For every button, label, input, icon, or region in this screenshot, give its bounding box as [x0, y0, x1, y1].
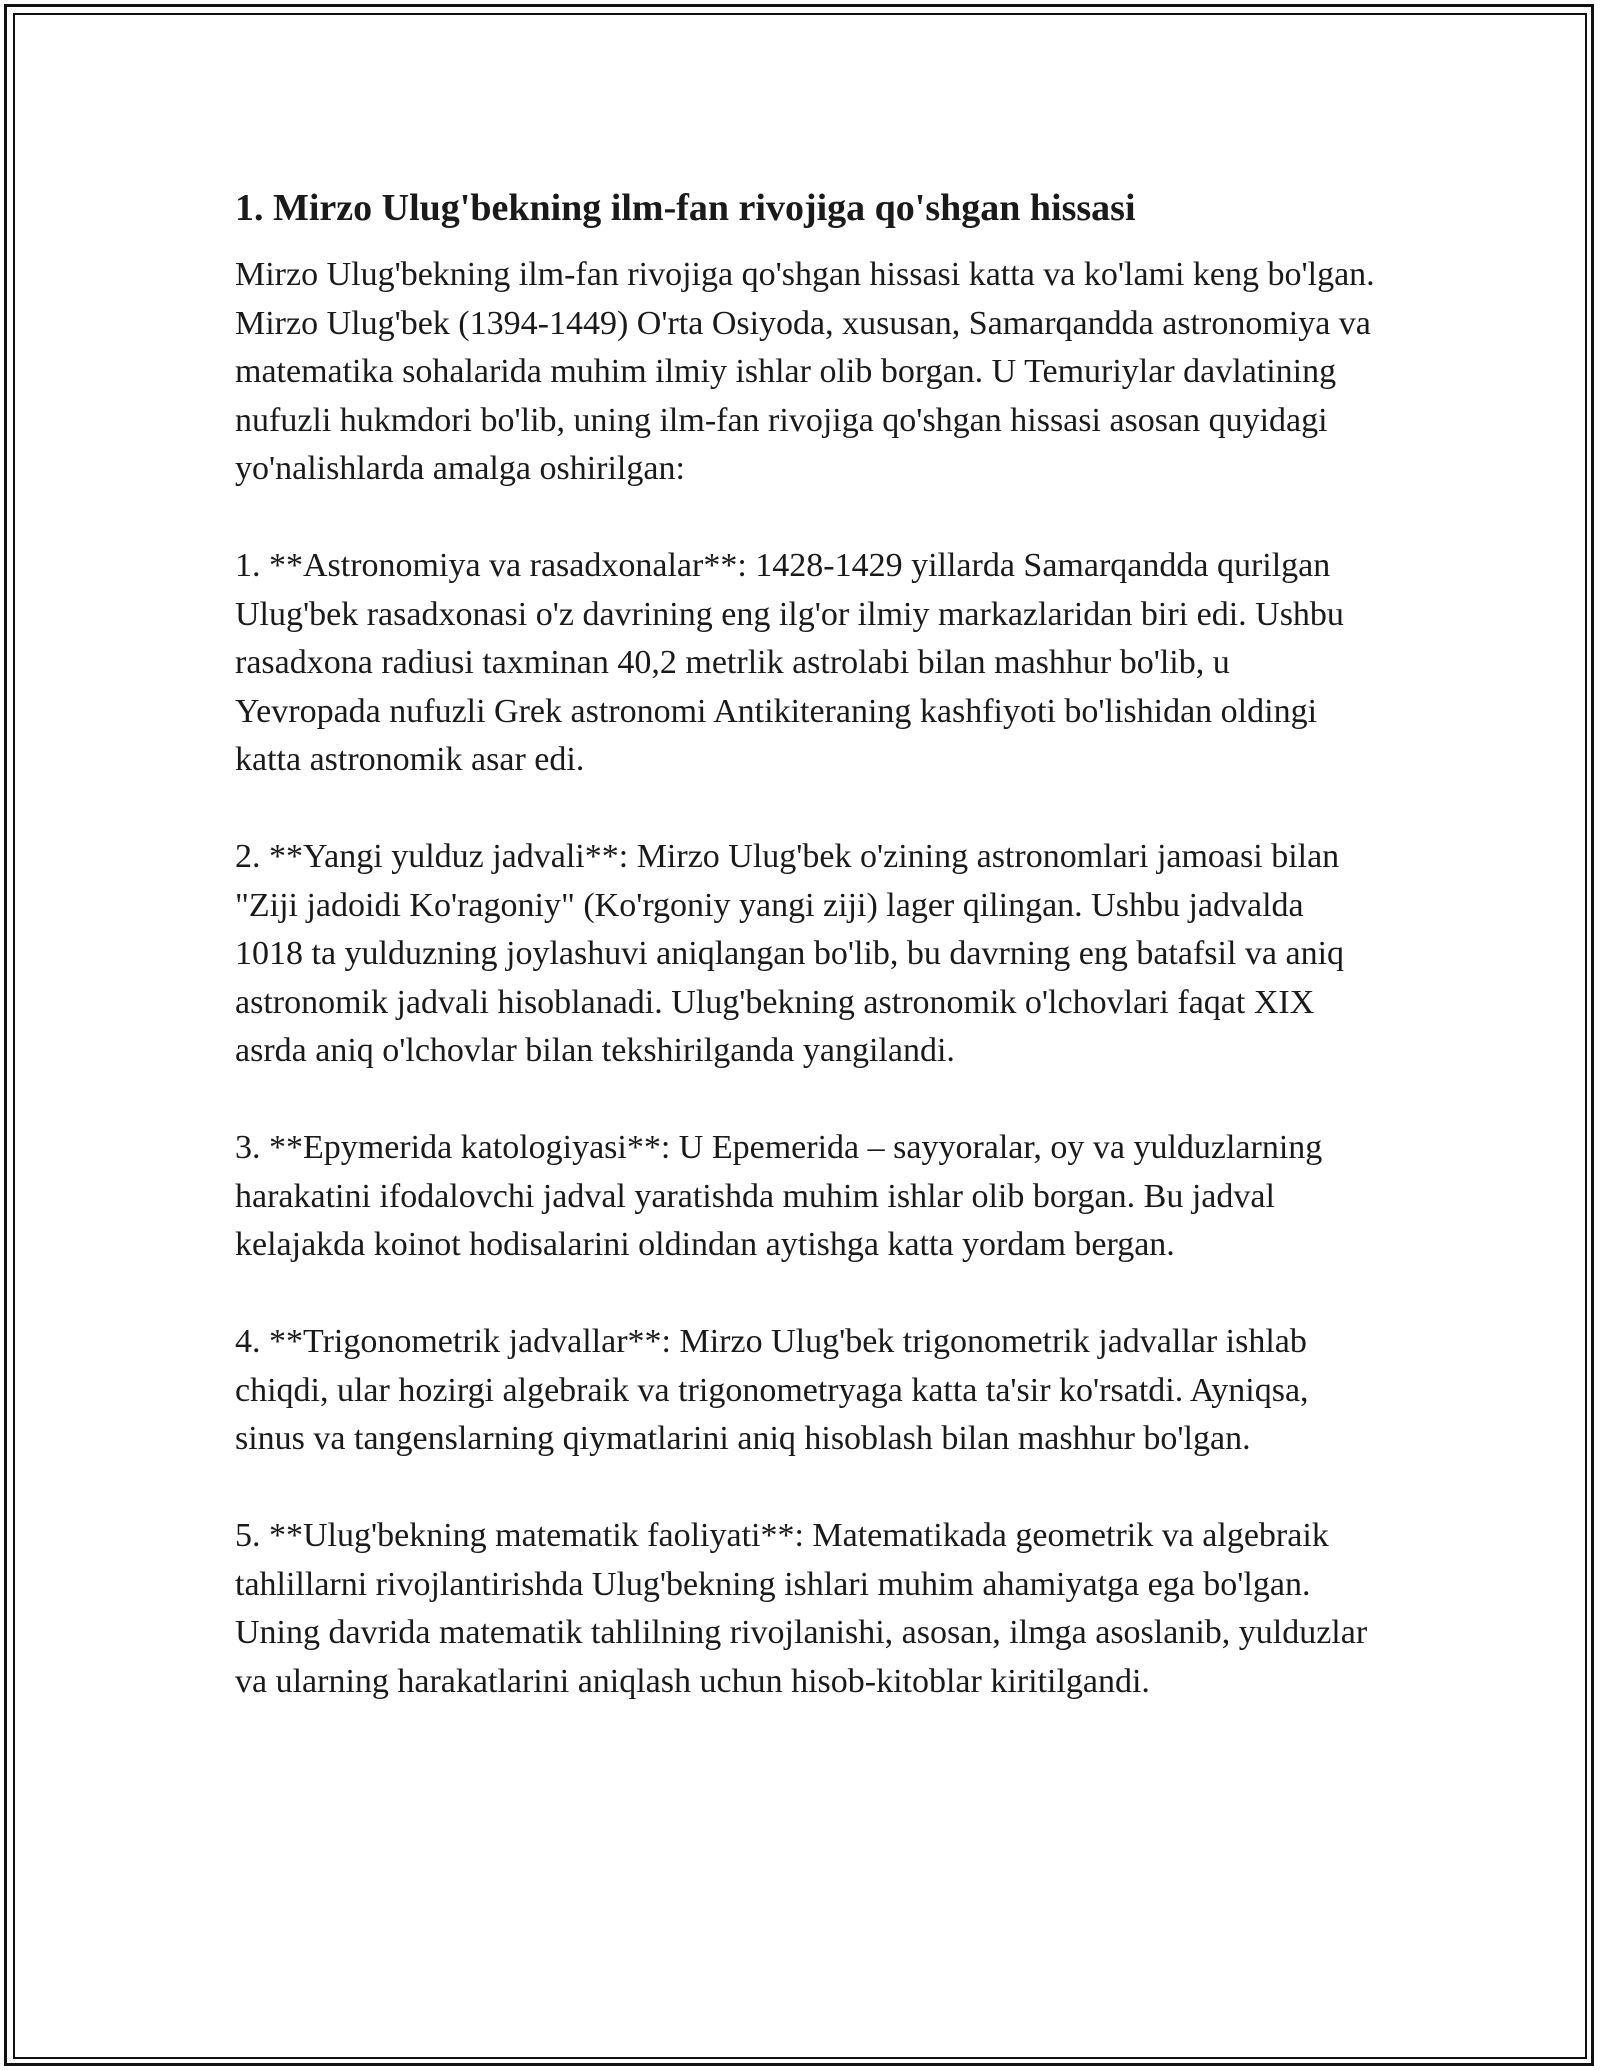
paragraph-mathematics: 5. **Ulug'bekning matematik faoliyati**: Matematikada geometrik va algebraik tahlillarni rivojlantirishda Ulug'bekning ishlari muhim ahamiyatga ega bo'lgan. Uning davrida matematik tahlilning rivojlanishi, asosan, ilmga asoslanib, yulduzlar va ularning harakatlarini aniqlash uchun hisob-kitoblar kiritilgandi. [235, 1517, 1368, 1700]
document-title: 1. Mirzo Ulug'bekning ilm-fan rivojiga qo'shgan hissasi [235, 187, 1136, 229]
paragraph-trigonometry: 4. **Trigonometrik jadvallar**: Mirzo Ulug'bek trigonometrik jadvallar ishlab chiqdi, ular hozirgi algebraik va trigonometryaga katta ta'sir ko'rsatdi. Ayniqsa, sinus va tangenslarning qiymatlarini aniq hisoblash bilan mashhur bo'lgan. [235, 1323, 1309, 1457]
paragraph-star-table: 2. **Yangi yulduz jadvali**: Mirzo Ulug'bek o'zining astronomlari jamoasi bilan "Ziji jadoidi Ko'ragoniy" (Ko'rgoniy yangi ziji) lager qilingan. Ushbu jadvalda 1018 ta yulduzning joylashuvi aniqlangan bo'lib, bu davrning eng batafsil va aniq astronomik jadvali hisoblanadi. Ulug'bekning astronomik o'lchovlari faqat XIX asrda aniq o'lchovlar bilan tekshirilganda yangilandi. [235, 838, 1345, 1069]
intro-paragraph: Mirzo Ulug'bekning ilm-fan rivojiga qo'shgan hissasi katta va ko'lami keng bo'lgan. Mirzo Ulug'bek (1394-1449) O'rta Osiyoda, xususan, Samarqandda astronomiya va matematika sohalarida muhim ilmiy ishlar olib borgan. U Temuriylar davlatining nufuzli hukmdori bo'lib, uning ilm-fan rivojiga qo'shgan hissasi asosan quyidagi yo'nalishlarda amalga oshirilgan: [235, 256, 1375, 487]
paragraph-ephemeris: 3. **Epymerida katologiyasi**: U Epemerida – sayyoralar, oy va yulduzlarning harakatini ifodalovchi jadval yaratishda muhim ishlar olib borgan. Bu jadval kelajakda koinot hodisalarini oldindan aytishga katta yordam bergan. [235, 1129, 1323, 1263]
paragraph-astronomy: 1. **Astronomiya va rasadxonalar**: 1428-1429 yillarda Samarqandda qurilgan Ulug'bek rasadxonasi o'z davrining eng ilg'or ilmiy markazlaridan biri edi. Ushbu rasadxona radiusi taxminan 40,2 metrlik astrolabi bilan mashhur bo'lib, u Yevropada nufuzli Grek astronomi Antikiteraning kashfiyoti bo'lishidan oldingi katta astronomik asar edi. [235, 547, 1344, 778]
document-body [235, 185, 1375, 1706]
